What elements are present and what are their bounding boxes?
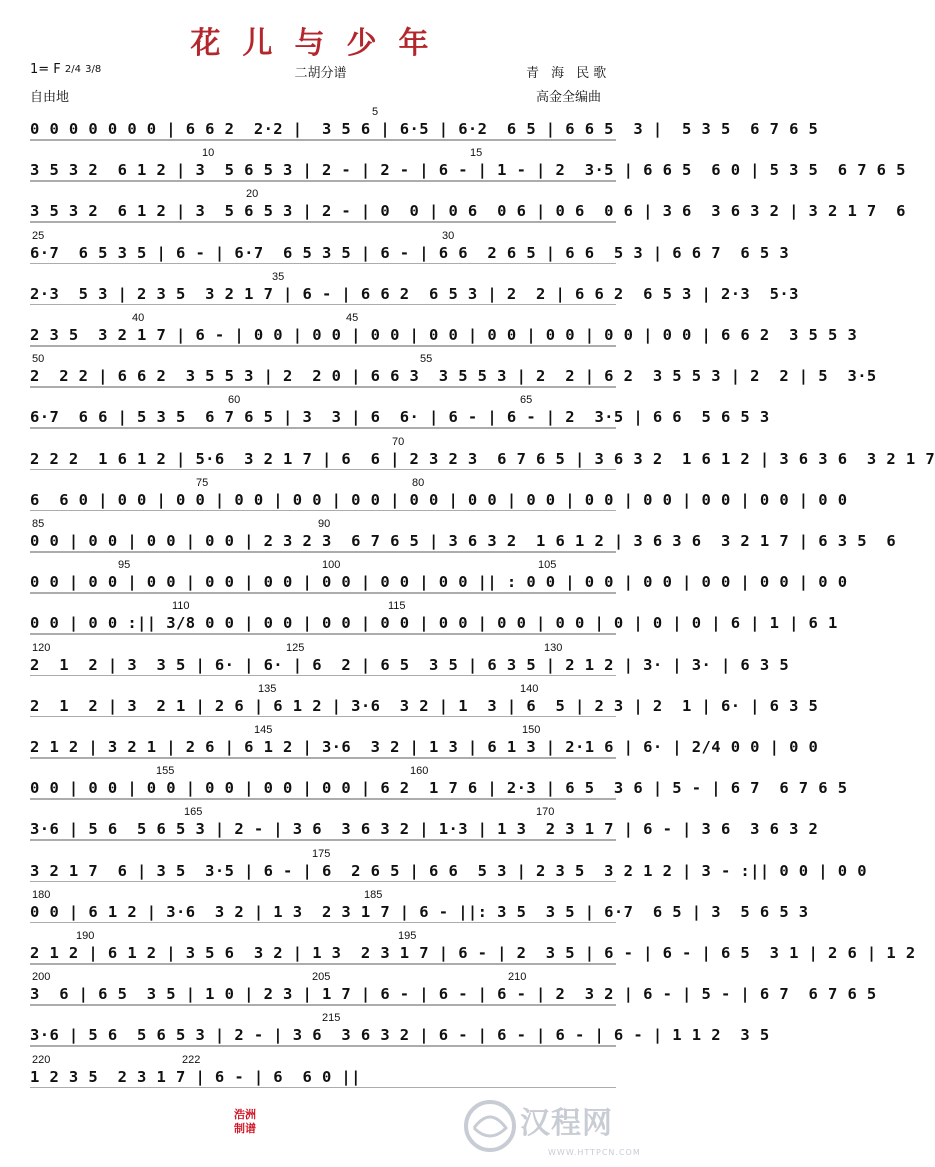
underline-beam <box>30 221 616 223</box>
measure-number: 210 <box>508 971 527 984</box>
staff-notes: 3·6 | 5 6 5 6 5 3 | 2 - | 3 6 3 6 3 2 | 6 - | 6 - | 6 - | 6 - | 1 1 2 3 5 <box>30 1026 770 1045</box>
staff-line <box>30 324 858 346</box>
measure-number: 220 <box>32 1053 51 1066</box>
staff-notes: 0 0 | 6 1 2 | 3·6 3 2 | 1 3 2 3 1 7 | 6 - ||: 3 5 3 5 | 6·7 6 5 | 3 5 6 5 3 <box>30 902 809 921</box>
measure-number: 60 <box>228 394 241 407</box>
measure-number: 115 <box>388 600 406 613</box>
staff-line <box>30 118 819 140</box>
staff-line <box>30 901 809 923</box>
underline-beam <box>30 345 616 347</box>
measure-number: 195 <box>398 930 417 942</box>
measure-number: 120 <box>32 641 51 654</box>
arranger-credit: 高金全编曲 <box>536 90 602 105</box>
staff-notes: 6 6 0 | 0 0 | 0 0 | 0 0 | 0 0 | 0 0 | 0 0 | 0 0 | 0 0 | 0 0 | 0 0 | 0 0 | 0 0 | 0 0 <box>30 490 848 509</box>
underline-beam <box>30 139 616 141</box>
measure-number: 170 <box>536 806 555 819</box>
underline-beam <box>30 633 616 635</box>
staff-line <box>30 695 819 717</box>
staff-notes: 3 6 | 6 5 3 5 | 1 0 | 2 3 | 1 7 | 6 - | 6 - | 6 - | 2 3 2 | 6 - | 5 - | 6 7 6 7 6 5 <box>30 985 877 1004</box>
staff-line <box>30 571 848 593</box>
staff-notes: 2 2 2 | 6 6 2 3 5 5 3 | 2 2 0 | 6 6 3 3 5 5 3 | 2 2 | 6 2 3 5 5 3 | 2 2 | 5 3·5 <box>30 367 877 386</box>
staff-notes: 0 0 0 0 0 0 0 | 6 6 2 2·2 | 3 5 6 | 6·5 | 6·2 6 5 | 6 6 5 3 | 5 3 5 6 7 6 5 <box>30 120 819 138</box>
underline-beam <box>30 675 616 677</box>
staff-line <box>30 530 897 552</box>
key-label: 1= F <box>30 62 61 77</box>
underline-beam <box>30 922 616 924</box>
measure-number: 80 <box>412 476 425 489</box>
staff-line <box>30 489 848 511</box>
staff-notes: 3 5 3 2 6 1 2 | 3 5 6 5 3 | 2 - | 2 - | 6 - | 1 - | 2 3·5 | 6 6 5 6 0 | 5 3 5 6 7 6 5 <box>30 161 906 180</box>
measure-number: 95 <box>118 559 131 572</box>
measure-number: 175 <box>312 847 331 860</box>
underline-beam <box>30 963 616 965</box>
staff-notes: 3 5 3 2 6 1 2 | 3 5 6 5 3 | 2 - | 0 0 | 0 6 0 6 | 0 6 0 6 | 3 6 3 6 3 2 | 3 2 1 7 6 <box>30 202 906 221</box>
staff-line <box>30 365 877 387</box>
time-signature-2-4: 2/4 <box>64 63 82 75</box>
underline-beam <box>30 263 616 265</box>
measure-number: 145 <box>254 724 273 736</box>
staff-notes: 1 2 3 5 2 3 1 7 | 6 - | 6 6 0 || <box>30 1067 361 1086</box>
staff-line <box>30 942 916 964</box>
underline-beam <box>30 592 616 594</box>
staff-line <box>30 818 819 840</box>
underline-beam <box>30 757 616 759</box>
watermark-url: WWW.HTTPCN.COM <box>548 1148 641 1157</box>
measure-number: 222 <box>182 1053 201 1066</box>
staff-notes: 6·7 6 5 3 5 | 6 - | 6·7 6 5 3 5 | 6 - | 6 6 2 6 5 | 6 6 5 3 | 6 6 7 6 5 3 <box>30 243 790 262</box>
staff-line <box>30 1066 616 1088</box>
underline-beam <box>30 839 616 841</box>
measure-number: 215 <box>322 1012 341 1025</box>
staff-line <box>30 983 877 1005</box>
transcriber-stamp: 浩洲制谱 <box>234 1108 256 1135</box>
staff-notes: 2 1 2 | 3 2 1 | 2 6 | 6 1 2 | 3·6 3 2 | 1 3 | 6 1 3 | 2·1 6 | 6· | 2/4 0 0 | 0 0 <box>30 738 819 756</box>
measure-number: 35 <box>272 270 285 283</box>
measure-number: 190 <box>76 930 95 942</box>
staff-line <box>30 860 867 882</box>
measure-number: 20 <box>246 188 259 201</box>
staff-notes: 2 1 2 | 3 3 5 | 6· | 6· | 6 2 | 6 5 3 5 | 6 3 5 | 2 1 2 | 3· | 3· | 6 3 5 <box>30 655 790 674</box>
staff-notes: 2 3 5 3 2 1 7 | 6 - | 0 0 | 0 0 | 0 0 | 0 0 | 0 0 | 0 0 | 0 0 | 0 0 | 6 6 2 3 5 5 3 <box>30 326 858 344</box>
measure-number: 140 <box>520 682 539 695</box>
staff-notes: 6·7 6 6 | 5 3 5 6 7 6 5 | 3 3 | 6 6· | 6 - | 6 - | 2 3·5 | 6 6 5 6 5 3 <box>30 408 770 427</box>
underline-beam <box>30 881 616 883</box>
staff-line <box>30 283 799 305</box>
measure-number: 160 <box>410 765 429 778</box>
measure-number: 65 <box>520 394 533 407</box>
staff-line <box>30 448 935 470</box>
measure-number: 110 <box>172 600 190 613</box>
staff-line <box>30 200 906 222</box>
underline-beam <box>30 510 616 512</box>
underline-beam <box>30 427 616 429</box>
staff-notes: 2·3 5 3 | 2 3 5 3 2 1 7 | 6 - | 6 6 2 6 5 3 | 2 2 | 6 6 2 6 5 3 | 2·3 5·3 <box>30 284 799 303</box>
measure-number: 185 <box>364 888 383 901</box>
measure-number: 40 <box>132 312 145 324</box>
measure-number: 105 <box>538 559 557 572</box>
underline-beam <box>30 304 616 306</box>
underline-beam <box>30 1045 616 1047</box>
staff-notes: 0 0 | 0 0 | 0 0 | 0 0 | 2 3 2 3 6 7 6 5 | 3 6 3 2 1 6 1 2 | 3 6 3 6 3 2 1 7 | 6 3 5 6 <box>30 532 897 550</box>
underline-beam <box>30 1004 616 1006</box>
staff-notes: 0 0 | 0 0 :|| 3/8 0 0 | 0 0 | 0 0 | 0 0 | 0 0 | 0 0 | 0 0 | 0 | 0 | 0 | 6 | 1 | 6 1 <box>30 614 838 633</box>
staff-line <box>30 612 838 634</box>
staff-notes: 0 0 | 0 0 | 0 0 | 0 0 | 0 0 | 0 0 | 0 0 | 0 0 || : 0 0 | 0 0 | 0 0 | 0 0 | 0 0 | 0 0 <box>30 573 848 592</box>
staff-notes: 2 1 2 | 6 1 2 | 3 5 6 3 2 | 1 3 2 3 1 7 | 6 - | 2 3 5 | 6 - | 6 - | 6 5 3 1 | 2 6 | 1 2 <box>30 944 916 962</box>
staff-line <box>30 242 790 264</box>
measure-number: 75 <box>196 476 209 489</box>
staff-line <box>30 159 906 181</box>
staff-line <box>30 736 819 758</box>
measure-number: 15 <box>470 147 483 160</box>
song-title: 花儿与少年 <box>190 26 451 61</box>
staff-notes: 0 0 | 0 0 | 0 0 | 0 0 | 0 0 | 0 0 | 6 2 1 7 6 | 2·3 | 6 5 3 6 | 5 - | 6 7 6 7 6 5 <box>30 779 848 798</box>
measure-number: 165 <box>184 806 203 819</box>
measure-number: 10 <box>202 147 215 160</box>
staff-notes: 3·6 | 5 6 5 6 5 3 | 2 - | 3 6 3 6 3 2 | 1·3 | 1 3 2 3 1 7 | 6 - | 3 6 3 6 3 2 <box>30 820 819 839</box>
staff-line <box>30 777 848 799</box>
measure-number: 5 <box>372 106 379 118</box>
staff-notes: 3 2 1 7 6 | 3 5 3·5 | 6 - | 6 2 6 5 | 6 6 5 3 | 2 3 5 3 2 1 2 | 3 - :|| 0 0 | 0 0 <box>30 861 867 880</box>
underline-beam <box>30 551 616 553</box>
song-origin: 青 海 民歌 <box>526 66 611 81</box>
measure-number: 55 <box>420 353 433 366</box>
measure-number: 155 <box>156 765 175 778</box>
underline-beam <box>30 386 616 388</box>
measure-number: 85 <box>32 518 45 530</box>
watermark-text: 汉程网 <box>520 1106 613 1141</box>
measure-number: 205 <box>312 971 331 984</box>
tempo-marking: 自由地 <box>30 90 70 105</box>
underline-beam <box>30 798 616 800</box>
measure-number: 45 <box>346 312 359 324</box>
measure-number: 25 <box>32 229 45 242</box>
measure-number: 90 <box>318 518 331 530</box>
staff-line <box>30 1024 770 1046</box>
underline-beam <box>30 180 616 182</box>
underline-beam <box>30 716 616 718</box>
staff-line <box>30 406 770 428</box>
measure-number: 30 <box>442 229 455 242</box>
measure-number: 70 <box>392 435 405 448</box>
part-subtitle: 二胡分谱 <box>294 66 347 81</box>
measure-number: 135 <box>258 682 277 695</box>
measure-number: 180 <box>32 888 51 901</box>
measure-number: 130 <box>544 641 563 654</box>
measure-number: 150 <box>522 724 541 736</box>
underline-beam <box>30 1087 616 1089</box>
staff-notes: 2 1 2 | 3 2 1 | 2 6 | 6 1 2 | 3·6 3 2 | 1 3 | 6 5 | 2 3 | 2 1 | 6· | 6 3 5 <box>30 696 819 715</box>
staff-line <box>30 654 790 676</box>
staff-notes: 2 2 2 1 6 1 2 | 5·6 3 2 1 7 | 6 6 | 2 3 2 3 6 7 6 5 | 3 6 3 2 1 6 1 2 | 3 6 3 6 3 2 1 7 <box>30 449 935 468</box>
underline-beam <box>30 469 616 471</box>
measure-number: 125 <box>286 641 305 654</box>
measure-number: 50 <box>32 353 45 366</box>
measure-number: 100 <box>322 559 341 572</box>
time-signature-3-8: 3/8 <box>85 63 102 75</box>
measure-number: 200 <box>32 971 51 984</box>
